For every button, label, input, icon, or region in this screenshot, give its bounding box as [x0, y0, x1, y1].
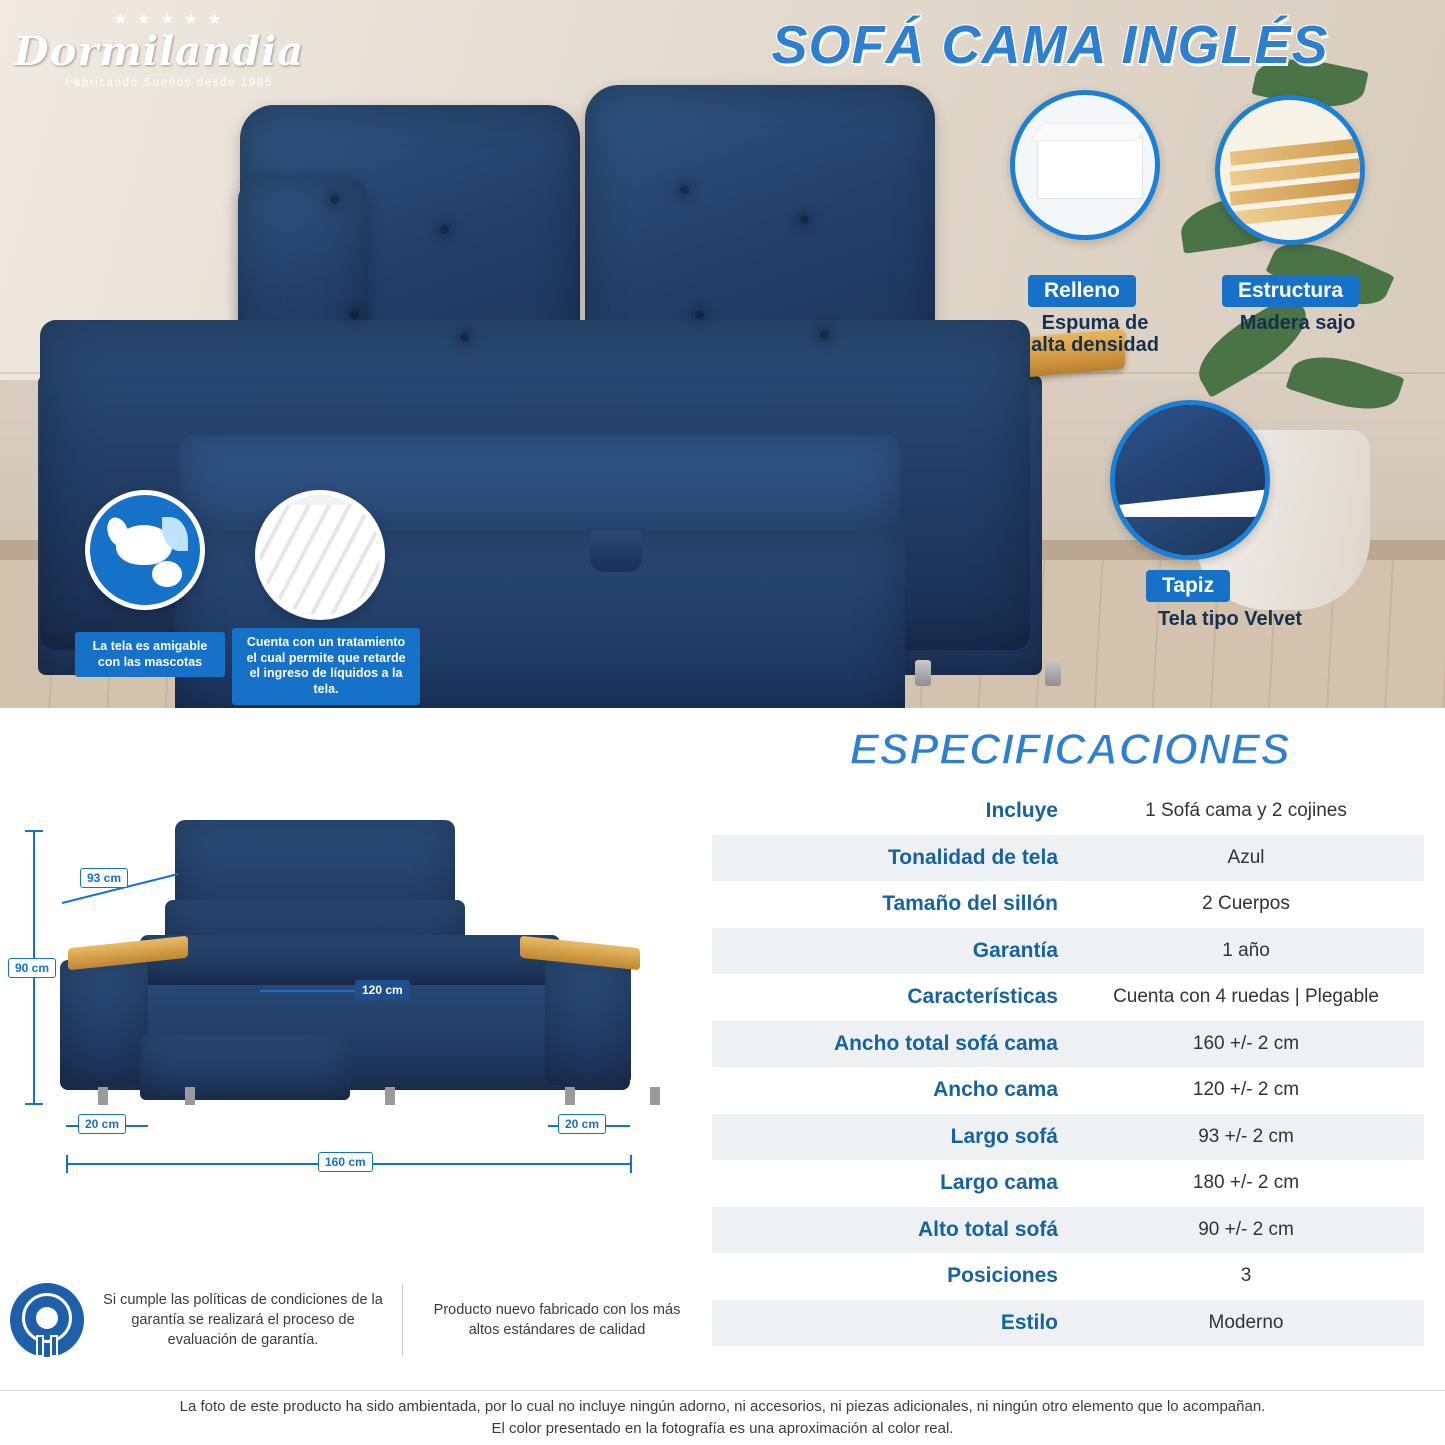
badge-pet-friendly: La tela es amigable con las mascotas	[75, 632, 225, 677]
sofa-product-image	[30, 75, 1040, 690]
spec-value: 1 año	[1068, 928, 1424, 975]
dim-depth: 93 cm	[80, 868, 128, 888]
guarantee-text-right: Producto nuevo fabricado con los más altos estándares de calidad	[433, 1301, 681, 1338]
dim-total-width: 160 cm	[318, 1152, 373, 1172]
spec-value: 90 +/- 2 cm	[1068, 1207, 1424, 1254]
fabric-swatch-icon	[1110, 400, 1270, 560]
table-row	[712, 1114, 1424, 1161]
table-row	[712, 1021, 1424, 1068]
footer-line-2: El color presentado en la fotografía es una aproximación al color real.	[491, 1420, 954, 1437]
feature-value-relleno: Espuma de alta densidad	[1031, 312, 1159, 357]
dim-arm-left: 20 cm	[78, 1114, 126, 1134]
spec-value: Azul	[1068, 835, 1424, 882]
specs-title: ESPECIFICACIONES	[849, 725, 1291, 774]
spec-key: Garantía	[712, 928, 1068, 975]
spec-key: Largo cama	[940, 1171, 1058, 1195]
table-row	[712, 1207, 1424, 1254]
hero-section	[0, 0, 1445, 710]
divider	[402, 1285, 403, 1355]
water-repellent-icon	[255, 490, 385, 620]
spec-key: Ancho total sofá cama	[712, 1021, 1068, 1068]
brand-logo	[14, 10, 324, 89]
table-row	[712, 881, 1424, 928]
spec-value: Cuenta con 4 ruedas | Plegable	[1113, 986, 1379, 1008]
table-row	[712, 1067, 1424, 1114]
page-title: SOFÁ CAMA INGLÉS	[771, 15, 1329, 75]
guarantee-text-left: Si cumple las políticas de condiciones de la garantía se realizará el proceso de evaluación de garantía.	[103, 1291, 383, 1349]
table-row	[712, 1160, 1424, 1207]
feature-label-tapiz: Tapiz	[1146, 570, 1230, 602]
guarantee-row	[10, 1270, 700, 1370]
table-row	[712, 928, 1424, 975]
logo-tagline: Fabricando Sueños desde 1985	[65, 77, 273, 89]
footer-disclaimer	[0, 1390, 1445, 1445]
spec-value: 180 +/- 2 cm	[1192, 1172, 1300, 1194]
spec-key: Ancho cama	[933, 1078, 1058, 1102]
spec-key: Tonalidad de tela	[712, 835, 1068, 882]
spec-value: 120 +/- 2 cm	[1192, 1079, 1300, 1101]
spec-key: Incluye	[985, 799, 1058, 823]
spec-key: Tamaño del sillón	[882, 892, 1058, 916]
table-row	[712, 788, 1424, 835]
warranty-seal-icon	[10, 1283, 84, 1357]
badge-water-repellent: Cuenta con un tratamiento el cual permite que retarde el ingreso de líquidos a la tela.	[232, 628, 420, 705]
feature-value-estructura: Madera sajo	[1239, 312, 1356, 334]
foam-block-icon	[1010, 90, 1160, 240]
table-row	[712, 974, 1424, 1021]
spec-value: 93 +/- 2 cm	[1068, 1114, 1424, 1161]
spec-key: Estilo	[712, 1300, 1068, 1347]
feature-label-relleno: Relleno	[1028, 275, 1136, 307]
table-row	[712, 835, 1424, 882]
specs-table	[712, 788, 1424, 1346]
logo-stars: ★ ★ ★ ★ ★	[113, 11, 225, 28]
dimension-diagram	[0, 790, 710, 1270]
spec-key: Posiciones	[947, 1264, 1058, 1288]
spec-value: 1 Sofá cama y 2 cojines	[1145, 800, 1347, 822]
pet-friendly-icon	[85, 490, 205, 610]
table-row	[712, 1300, 1424, 1347]
dim-bed-width: 120 cm	[355, 980, 410, 1000]
spec-key: Características	[907, 985, 1058, 1009]
footer-line-1: La foto de este producto ha sido ambientada, por lo cual no incluye ningún adorno, ni accesorios, ni piezas adicionales, ni ningún otro elemento que lo acompañan.	[179, 1398, 1266, 1416]
specifications-section	[0, 710, 1445, 1385]
spec-key: Largo sofá	[712, 1114, 1068, 1161]
spec-value: Moderno	[1068, 1300, 1424, 1347]
dim-arm-right: 20 cm	[558, 1114, 606, 1134]
spec-value: 160 +/- 2 cm	[1068, 1021, 1424, 1068]
dim-height: 90 cm	[8, 958, 56, 978]
wood-planks-icon	[1215, 95, 1365, 245]
spec-value: 3	[1240, 1265, 1252, 1287]
table-row	[712, 1253, 1424, 1300]
spec-value: 2 Cuerpos	[1202, 893, 1290, 915]
spec-key: Alto total sofá	[712, 1207, 1068, 1254]
feature-label-estructura: Estructura	[1222, 275, 1359, 307]
feature-value-tapiz: Tela tipo Velvet	[1157, 608, 1303, 630]
pull-handle	[590, 530, 642, 572]
logo-wordmark: Dormilandia	[14, 28, 305, 75]
